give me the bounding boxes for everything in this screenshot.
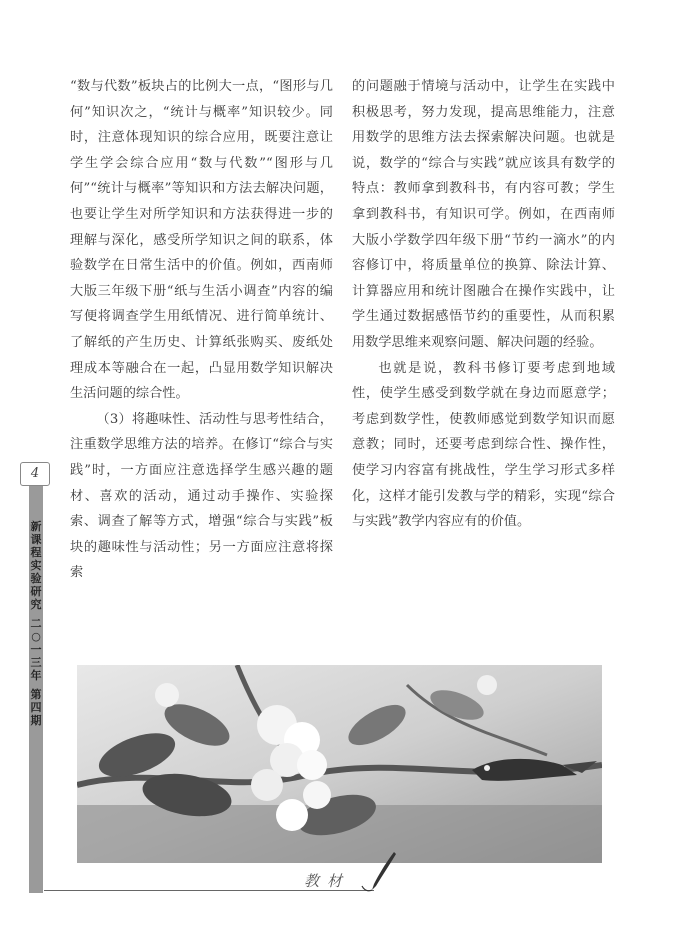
flower-bird-painting xyxy=(77,665,602,863)
journal-char: 一 xyxy=(30,643,42,656)
journal-char: 新 xyxy=(30,520,42,533)
journal-char: 究 xyxy=(30,598,42,611)
quill-pen-icon xyxy=(360,850,400,895)
journal-char: 第 xyxy=(30,688,42,701)
journal-char: 验 xyxy=(30,572,42,585)
right-column xyxy=(352,74,615,535)
journal-char: 课 xyxy=(30,533,42,546)
paragraph: 的问题融于情境与活动中，让学生在实践中积极思考，努力发现，提高思维能力，注意用数学的思维方法去探索解决问题。也就是说，数学的“综合与实践”就应该具有数学的特点：教师拿到教科书，有内容可教；学生拿到教科书，有知识可学。例如，在西南师大版小学数学四年级下册“节约一滴水”的内容修订中，将质量单位的换算、除法计算、计算器应用和统计图融合在操作实践中，让学生通过数据感悟节约的重要性，从而积累用数学思维来观察问题、解决问题的经验。 xyxy=(352,79,615,350)
paragraph: “数与代数”板块占的比例大一点，“图形与几何”知识次之，“统计与概率”知识较少。同时，注意体现知识的综合应用，既要注意让学生学会综合应用“数与代数”“图形与几何”“统计与概率”等知识和方法去解决问题，也要让学生对所学知识和方法获得进一步的理解与深化，感受所学知识之间的联系，体验数学在日常生活中的价值。例如，西南师大版三年级下册“纸与生活小调查”内容的编写便将调查学生用纸情况、进行简单统计、了解纸的产生历史、计算纸张购买、废纸处理成本等融合在一起，凸显用数学知识解决生活问题的综合性。 xyxy=(70,79,333,402)
journal-char: 三 xyxy=(30,656,42,669)
journal-char: 研 xyxy=(30,585,42,598)
journal-char: 期 xyxy=(30,714,42,727)
journal-char: 程 xyxy=(30,546,42,559)
journal-char: 二 xyxy=(30,617,42,630)
journal-char: 年 xyxy=(30,669,42,682)
journal-char: 四 xyxy=(30,701,42,714)
painting-illustration xyxy=(77,665,602,863)
paragraph: 也就是说，教科书修订要考虑到地域性，使学生感受到数学就在身边而愿意学；考虑到数学性，使教师感觉到数学知识而愿意教；同时，还要考虑到综合性、操作性，使学习内容富有挑战性，学生学习形式多样化，这样才能引发教与学的精彩，实现“综合与实践”教学内容应有的价值。 xyxy=(352,360,615,530)
journal-title-vertical xyxy=(30,520,42,727)
journal-char: ○ xyxy=(31,630,41,643)
footer-section-label: 教材 xyxy=(304,872,351,890)
paragraph: （3）将趣味性、活动性与思考性结合，注重数学思维方法的培养。在修订“综合与实践”时，一方面应注意选择学生感兴趣的题材、喜欢的活动，通过动手操作、实验探索、调查了解等方式，增强“综合与实践”板块的趣味性与活动性；另一方面应注意将探索 xyxy=(70,411,333,581)
journal-char: 实 xyxy=(30,559,42,572)
left-column xyxy=(70,74,333,586)
page-number: 4 xyxy=(20,462,50,486)
